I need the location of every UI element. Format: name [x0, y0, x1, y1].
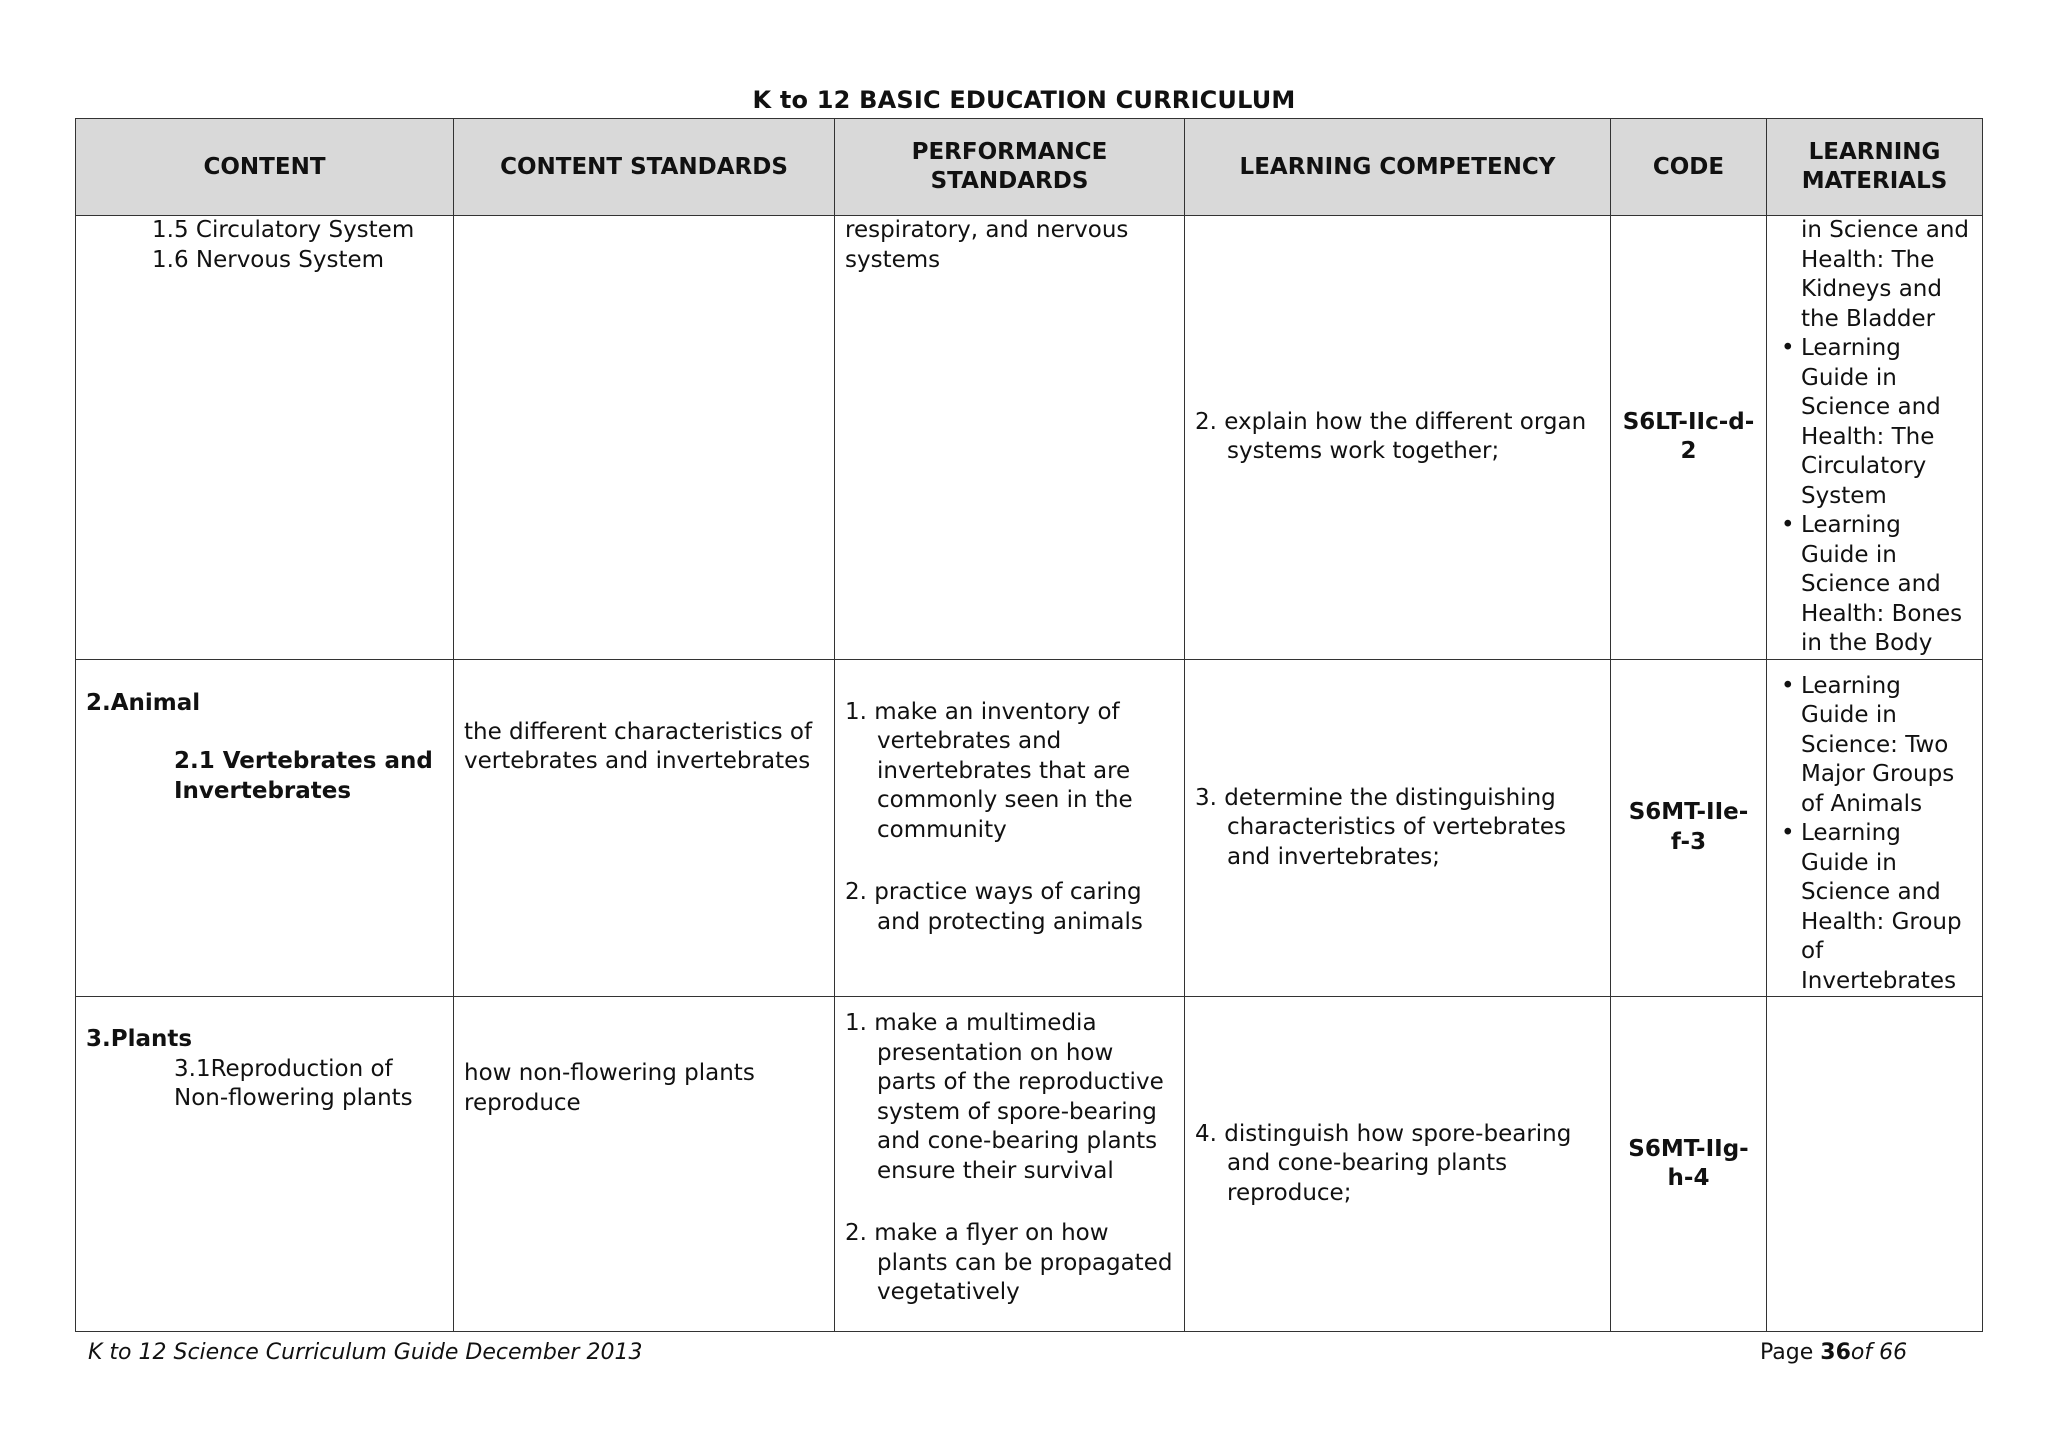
content-standards-cell	[454, 997, 835, 1332]
performance-standards-cell	[835, 216, 1185, 660]
content-main-item: 2.Animal	[86, 689, 201, 716]
list-item: • Learning Guide in Science and Health: Bones in the Body	[1777, 511, 1972, 659]
content-cell	[76, 659, 454, 997]
competency-text: 2. explain how the different organ systems work together;	[1195, 408, 1587, 465]
header-learning-competency: LEARNING COMPETENCY	[1185, 119, 1611, 216]
performance-text: respiratory, and nervous systems	[845, 217, 1129, 273]
competency-text: 3. determine the distinguishing characteristics of vertebrates and invertebrates;	[1195, 784, 1567, 870]
table-header-row	[76, 119, 1983, 216]
page-prefix: Page	[1760, 1340, 1821, 1365]
content-standards-cell	[454, 216, 835, 660]
list-item: • Learning Guide in Science and Health: Group of Invertebrates	[1777, 819, 1972, 996]
learning-materials-cell	[1767, 997, 1983, 1332]
competency-text: 4. distinguish how spore-bearing and cone-bearing plants reproduce;	[1195, 1120, 1572, 1206]
performance-item: 2. practice ways of caring and protecting animals	[845, 879, 1143, 935]
performance-item: 1. make an inventory of vertebrates and invertebrates that are commonly seen in the community	[845, 698, 1133, 843]
content-standards-cell	[454, 659, 835, 997]
table-row	[76, 997, 1983, 1332]
page-total: of 66	[1850, 1340, 1908, 1365]
header-content-standards: CONTENT STANDARDS	[454, 119, 835, 216]
code-cell: S6MT-IIg-h-4	[1611, 997, 1767, 1332]
content-standards-text: the different characteristics of vertebrates and invertebrates	[464, 718, 813, 774]
code-cell: S6LT-IIc-d-2	[1611, 216, 1767, 660]
content-item: 1.5 Circulatory System	[152, 217, 415, 243]
materials-continued-text: in Science and Health: The Kidneys and the Bladder	[1801, 217, 1970, 332]
performance-item: 2. make a flyer on how plants can be propagated vegetatively	[845, 1220, 1173, 1305]
content-cell	[76, 216, 454, 660]
footer-guide-title: K to 12 Science Curriculum Guide December 2013	[88, 1340, 643, 1365]
materials-list	[1777, 334, 1972, 659]
content-cell	[76, 997, 454, 1332]
performance-standards-cell	[835, 997, 1185, 1332]
list-item: • Learning Guide in Science and Health: The Circulatory System	[1777, 334, 1972, 511]
performance-standards-cell	[835, 659, 1185, 997]
document-title: K to 12 BASIC EDUCATION CURRICULUM	[752, 86, 1296, 114]
learning-competency-cell	[1185, 997, 1611, 1332]
table-row	[76, 659, 1983, 997]
header-learning-materials: LEARNING MATERIALS	[1767, 119, 1983, 216]
table-row	[76, 216, 1983, 660]
learning-materials-cell	[1767, 216, 1983, 660]
learning-competency-cell	[1185, 216, 1611, 660]
header-performance-standards: PERFORMANCE STANDARDS	[835, 119, 1185, 216]
code-cell: S6MT-IIe-f-3	[1611, 659, 1767, 997]
content-item: 1.6 Nervous System	[152, 246, 385, 273]
content-sub-item: 3.1Reproduction of Non-flowering plants	[174, 1055, 413, 1111]
page-current: 36	[1820, 1340, 1851, 1365]
header-content: CONTENT	[76, 119, 454, 216]
content-standards-text: how non-flowering plants reproduce	[464, 1060, 755, 1116]
performance-item: 1. make a multimedia presentation on how parts of the reproductive system of spore-bearing and cone-bearing plants ensure their survival	[845, 1010, 1164, 1184]
learning-competency-cell	[1185, 659, 1611, 997]
curriculum-table	[75, 118, 1983, 1332]
content-sub-item: 2.1 Vertebrates and Invertebrates	[174, 748, 433, 804]
list-item: • Learning Guide in Science: Two Major Groups of Animals	[1777, 672, 1972, 820]
footer-page-number	[1760, 1340, 1907, 1365]
materials-list	[1777, 672, 1972, 997]
content-main-item: 3.Plants	[86, 1026, 193, 1052]
learning-materials-cell	[1767, 659, 1983, 997]
header-code: CODE	[1611, 119, 1767, 216]
